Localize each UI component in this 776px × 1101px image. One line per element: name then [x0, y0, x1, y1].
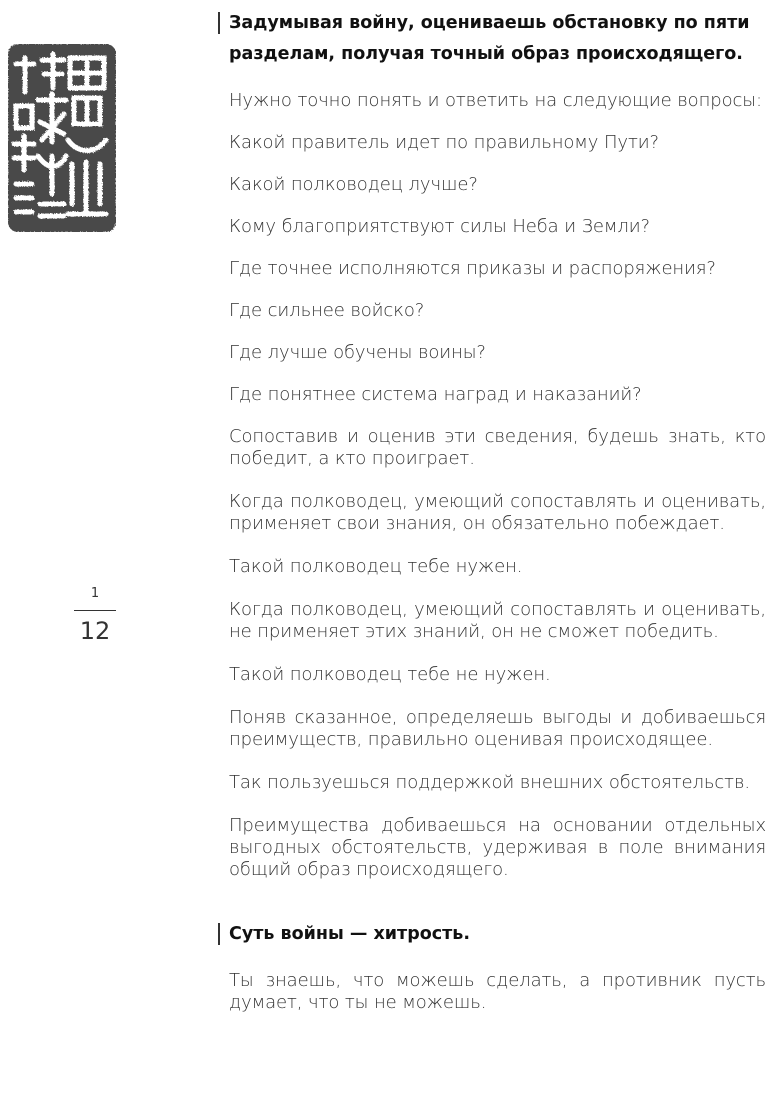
section-heading: Задумывая войну, оцениваешь обстановку по пяти разделам, получая точный образ происходящего.	[229, 8, 766, 70]
paragraph: Поняв сказанное, определяешь выгоды и добиваешься преимуществ, правильно оценивая происходящее.	[229, 707, 766, 750]
paragraph: Преимущества добиваешься на основании отдельных выгодных обстоятельств, удерживая в поле внимания общий образ происходящего.	[229, 815, 766, 880]
paragraph: Сопоставив и оценив эти сведения, будешь знать, кто победит, а кто проиграет.	[229, 426, 766, 469]
paragraph: Такой полководец тебе не нужен.	[229, 664, 551, 685]
question-item: Где лучше обучены воины?	[229, 342, 486, 363]
paragraph: Ты знаешь, что можешь сделать, а противник пусть думает, что ты не можешь.	[229, 970, 766, 1013]
question-item: Кому благоприятствуют силы Неба и Земли?	[229, 216, 651, 237]
paragraph: Так пользуешься поддержкой внешних обстоятельств.	[229, 772, 751, 793]
page-number-block	[72, 586, 118, 645]
main-text	[229, 8, 766, 1014]
paragraph: Такой полководец тебе нужен.	[229, 556, 523, 577]
section-heading: Суть войны — хитрость.	[229, 919, 766, 950]
question-item: Где понятнее система наград и наказаний?	[229, 384, 642, 405]
paragraph: Когда полководец, умеющий сопоставлять и оценивать, применяет свои знания, он обязательно побеждает.	[229, 491, 766, 534]
page-number-divider	[74, 610, 116, 611]
page-number: 12	[79, 617, 111, 645]
question-item: Где точнее исполняются приказы и распоряжения?	[229, 258, 716, 279]
question-item: Какой правитель идет по правильному Пути?	[229, 132, 659, 153]
question-item: Где сильнее войско?	[229, 300, 425, 321]
chapter-number: 1	[90, 586, 100, 601]
paragraph: Нужно точно понять и ответить на следующие вопросы:	[229, 90, 762, 111]
paragraph: Когда полководец, умеющий сопоставлять и оценивать, не применяет этих знаний, он не сможет победить.	[229, 599, 766, 642]
seal-stamp-icon	[8, 44, 116, 232]
question-item: Какой полководец лучше?	[229, 174, 478, 195]
